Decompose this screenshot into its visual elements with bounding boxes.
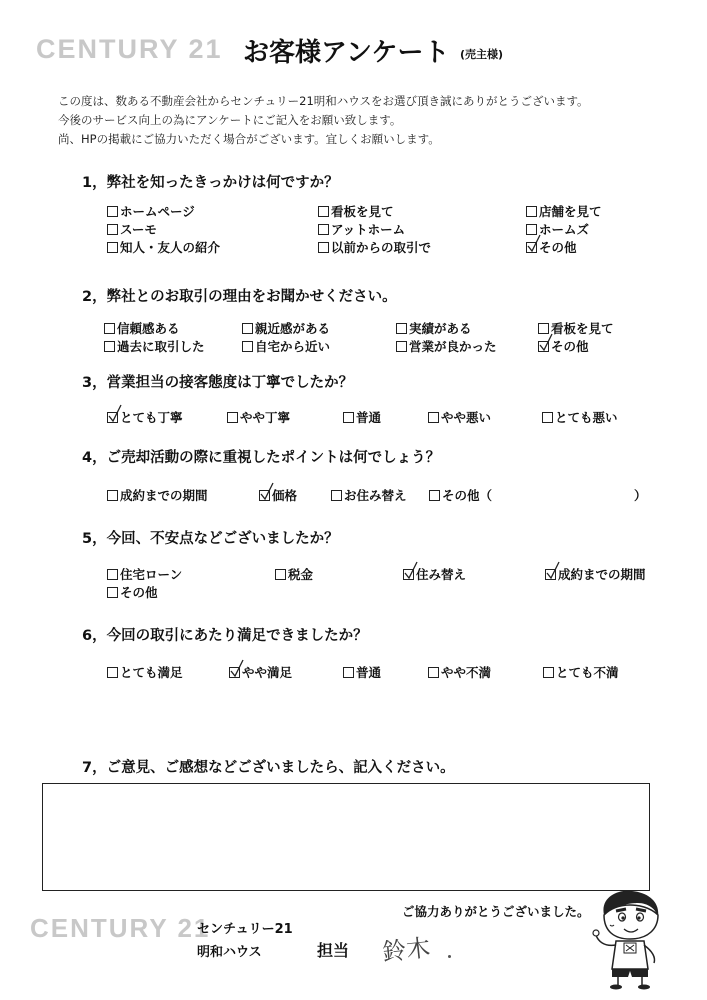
century21-logo: CENTURY 21 [36,34,223,64]
thanks-message: ご協力ありがとうございました。 [402,904,590,919]
option-label: 親近感がある [255,321,331,336]
question-6-title: 6，今回の取引にあたり満足できましたか？ [82,628,368,644]
checkbox[interactable] [343,667,354,678]
option-label: 店舗を見て [539,204,602,219]
option-label: その他 [120,585,158,600]
q1-option-store[interactable] [526,202,602,220]
checkbox[interactable] [104,341,115,352]
option-label: 以前からの取引で [331,240,432,255]
intro-line: 尚、HPの掲載にご協力いただく場合がございます。宜しくお願いします。 [58,132,440,146]
q4-option-price[interactable] [259,486,297,504]
option-label: 自宅から近い [255,339,331,354]
intro-line: この度は、数ある不動産会社からセンチュリー21明和ハウスをお選び頂き誠にありがとうございます。 [58,94,589,108]
q4-other-close-paren: ） [634,488,647,503]
check-mark-icon [258,482,276,502]
option-label: とても不満 [556,665,619,680]
checkbox-checked[interactable] [545,569,556,580]
checkbox[interactable] [343,412,354,423]
option-label: 信頼感ある [117,321,180,336]
option-label: 住宅ローン [120,567,183,582]
option-label: 看板を見て [551,321,614,336]
option-label: やや丁寧 [240,410,291,425]
check-mark-icon [537,333,555,353]
signature-dot [448,955,451,958]
q6-option-very-dissatisfied[interactable] [543,663,619,681]
option-label: 普通 [356,410,382,425]
q3-option-very-bad[interactable] [542,408,618,426]
q2-option-trust[interactable] [104,319,180,337]
checkbox-checked[interactable] [259,490,270,501]
q3-option-very-polite[interactable] [107,408,183,426]
checkbox[interactable] [107,569,118,580]
option-label: とても丁寧 [120,410,183,425]
checkbox[interactable] [428,412,439,423]
q1-option-previous[interactable] [318,238,431,256]
checkbox[interactable] [104,323,115,334]
q4-option-other[interactable] [429,486,492,504]
footer-century21-logo: CENTURY 21 [30,913,211,943]
q1-option-suumo[interactable] [107,220,157,238]
q5-option-time-to-close[interactable] [545,565,646,583]
q1-option-athome[interactable] [318,220,405,238]
checkbox[interactable] [429,490,440,501]
checkbox[interactable] [318,206,329,217]
option-label: 実績がある [409,321,472,336]
checkbox[interactable] [107,206,118,217]
checkbox[interactable] [275,569,286,580]
option-label: やや悪い [441,410,492,425]
page-subtitle: (売主様) [460,48,504,61]
checkbox[interactable] [526,206,537,217]
question-7-title: 7，ご意見、ご感想などございましたら、記入ください。 [82,760,455,776]
q6-option-normal[interactable] [343,663,381,681]
question-4-title: 4，ご売却活動の際に重視したポイントは何でしょう？ [82,450,441,466]
q2-option-familiarity[interactable] [242,319,330,337]
checkbox[interactable] [396,341,407,352]
q5-option-other[interactable] [107,583,158,601]
q6-option-very-satisfied[interactable] [107,663,183,681]
option-label: やや不満 [441,665,492,680]
option-label: 住み替え [416,567,467,582]
checkbox[interactable] [542,412,553,423]
checkbox[interactable] [428,667,439,678]
q1-option-signboard[interactable] [318,202,394,220]
q3-option-normal[interactable] [343,408,381,426]
intro-text [58,92,589,149]
option-label: ホームページ [120,204,195,219]
option-label: 成約までの期間 [120,488,208,503]
page-title: お客様アンケート [243,38,450,68]
check-mark-icon [228,659,246,679]
question-1-title: 1，弊社を知ったきっかけは何ですか？ [82,175,339,191]
q2-option-past-deal[interactable] [104,337,205,355]
checkbox[interactable] [242,323,253,334]
question-5-title: 5，今回、不安点などございましたか？ [82,531,339,547]
option-label: その他（ [442,488,493,503]
option-label: 税金 [288,567,314,582]
option-label: とても満足 [120,665,183,680]
q1-option-homepage[interactable] [107,202,195,220]
checkbox-checked[interactable] [229,667,240,678]
q5-option-mortgage[interactable] [107,565,182,583]
checkbox[interactable] [543,667,554,678]
check-mark-icon [402,561,420,581]
company-line-2: 明和ハウス [197,945,262,960]
q2-option-track-record[interactable] [396,319,472,337]
staff-signature: 鈴木 [380,933,432,967]
check-mark-icon [544,561,562,581]
comment-textarea[interactable] [42,783,650,891]
option-label: お住み替え [344,488,407,503]
q3-option-somewhat-polite[interactable] [227,408,290,426]
checkbox[interactable] [318,224,329,235]
option-label: 普通 [356,665,382,680]
checkbox[interactable] [318,242,329,253]
option-label: 看板を見て [331,204,394,219]
option-label: その他 [551,339,589,354]
q2-option-near-home[interactable] [242,337,330,355]
q3-option-somewhat-bad[interactable] [428,408,491,426]
checkbox[interactable] [227,412,238,423]
q2-option-good-sales[interactable] [396,337,497,355]
checkbox[interactable] [107,242,118,253]
option-label: ホームズ [539,222,590,237]
checkbox[interactable] [396,323,407,334]
q1-option-other[interactable] [526,238,577,256]
checkbox[interactable] [107,667,118,678]
check-mark-icon [106,404,124,424]
q6-option-somewhat-satisfied[interactable] [229,663,292,681]
option-label: アットホーム [331,222,406,237]
q4-option-time-to-close[interactable] [107,486,208,504]
option-label: とても悪い [555,410,618,425]
intro-line: 今後のサービス向上の為にアンケートにご記入をお願い致します。 [58,113,402,127]
q2-option-other[interactable] [538,337,589,355]
option-label: 価格 [272,488,298,503]
checkbox-checked[interactable] [403,569,414,580]
option-label: 営業が良かった [409,339,497,354]
question-2-title: 2，弊社とのお取引の理由をお聞かせください。 [82,289,397,305]
q5-option-tax[interactable] [275,565,313,583]
checkbox[interactable] [107,490,118,501]
option-label: やや満足 [242,665,293,680]
company-line-1: センチュリー21 [197,922,293,937]
checkbox[interactable] [331,490,342,501]
checkbox[interactable] [107,587,118,598]
q1-option-referral[interactable] [107,238,220,256]
q4-option-relocation[interactable] [331,486,407,504]
option-label: スーモ [120,222,157,237]
checkbox-checked[interactable] [107,412,118,423]
option-label: 過去に取引した [117,339,205,354]
checkbox-checked[interactable] [526,242,537,253]
option-label: 知人・友人の紹介 [120,240,221,255]
q5-option-relocation[interactable] [403,565,466,583]
staff-label: 担当 [317,941,350,960]
option-label: その他 [539,240,577,255]
option-label: 成約までの期間 [558,567,646,582]
checkbox-checked[interactable] [538,341,549,352]
q6-option-somewhat-dissatisfied[interactable] [428,663,491,681]
check-mark-icon [525,234,543,254]
checkbox[interactable] [242,341,253,352]
checkbox[interactable] [107,224,118,235]
question-3-title: 3，営業担当の接客態度は丁寧でしたか？ [82,375,354,391]
mascot-character-icon [590,885,670,990]
